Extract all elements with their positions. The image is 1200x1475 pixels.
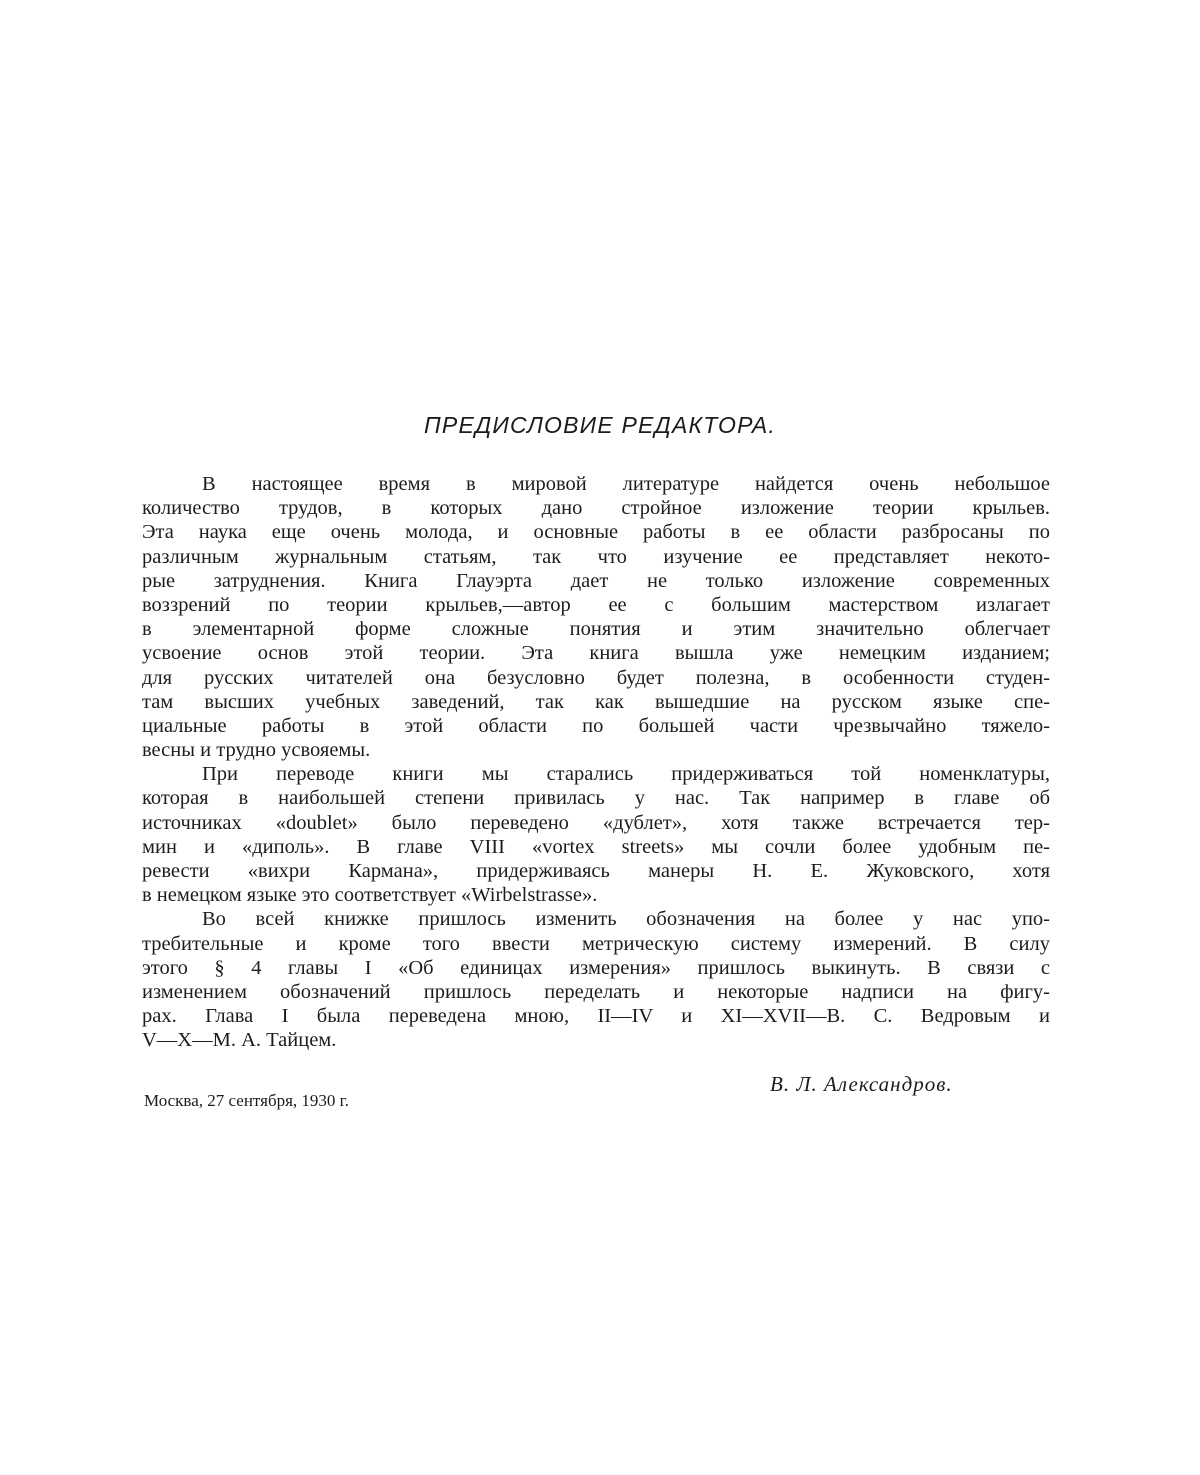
text-line: В настоящее время в мировой литературе найдется очень небольшое [202, 473, 1050, 495]
page-title: ПРЕДИСЛОВИЕ РЕДАКТОРА. [424, 412, 776, 438]
text-line: в немецком языке это соответствует «Wirbelstrasse». [142, 884, 598, 907]
text-line: там высших учебных заведений, так как вышедшие на русском языке спе- [142, 690, 1050, 713]
text-line: рые затруднения. Книга Глауэрта дает не только изложение современных [142, 569, 1050, 592]
text-line: При переводе книги мы старались придерживаться той номенклатуры, [202, 763, 1050, 786]
text-line: циальные работы в этой области по большей части чрезвычайно тяжело- [142, 714, 1050, 737]
text-line: весны и трудно усвояемы. [142, 739, 371, 762]
text-line: воззрений по теории крыльев,—автор ее с большим мастерством излагает [142, 593, 1050, 616]
paragraph-2 [142, 762, 1050, 907]
text-line: которая в наибольшей степени привилась у нас. Так например в главе об [142, 787, 1050, 810]
text-line: мин и «диполь». В главе VIII «vortex streets» мы сочли более удобным пе- [142, 835, 1050, 858]
text-line: ревести «вихри Кармана», придерживаясь манеры Н. Е. Жуковского, хотя [142, 860, 1050, 882]
text-line: для русских читателей она безусловно будет полезна, в особенности студен- [142, 666, 1050, 689]
text-line: рах. Глава I была переведена мною, II—IV и XI—XVII—В. С. Ведровым и [142, 1005, 1050, 1028]
text-line: изменением обозначений пришлось переделать и некоторые надписи на фигу- [142, 980, 1050, 1003]
text-line: в элементарной форме сложные понятия и этим значительно облегчает [142, 618, 1050, 641]
paragraph-1 [142, 472, 1050, 762]
paragraph-3 [142, 907, 1050, 1052]
place-date: Москва, 27 сентября, 1930 г. [144, 1091, 349, 1110]
text-line: источниках «doublet» было переведено «дублет», хотя также встречается тер- [142, 811, 1050, 834]
text-line: различным журнальным статьям, так что изучение ее представляет некото- [142, 545, 1050, 568]
body-text [142, 472, 1050, 1053]
text-line: количество трудов, в которых дано стройное изложение теории крыльев. [142, 497, 1050, 520]
text-line: требительные и кроме того ввести метрическую систему измерений. В силу [142, 932, 1050, 955]
text-line: Эта наука еще очень молода, и основные работы в ее области разбросаны по [142, 521, 1050, 544]
text-line: усвоение основ этой теории. Эта книга вышла уже немецким изданием; [142, 642, 1050, 665]
text-line: V—X—М. А. Тайцем. [142, 1029, 337, 1052]
text-line: Во всей книжке пришлось изменить обозначения на более у нас упо- [202, 908, 1050, 931]
author-signature: В. Л. Александров. [770, 1072, 953, 1096]
text-line: этого § 4 главы I «Об единицах измерения» пришлось выкинуть. В связи с [142, 956, 1050, 979]
